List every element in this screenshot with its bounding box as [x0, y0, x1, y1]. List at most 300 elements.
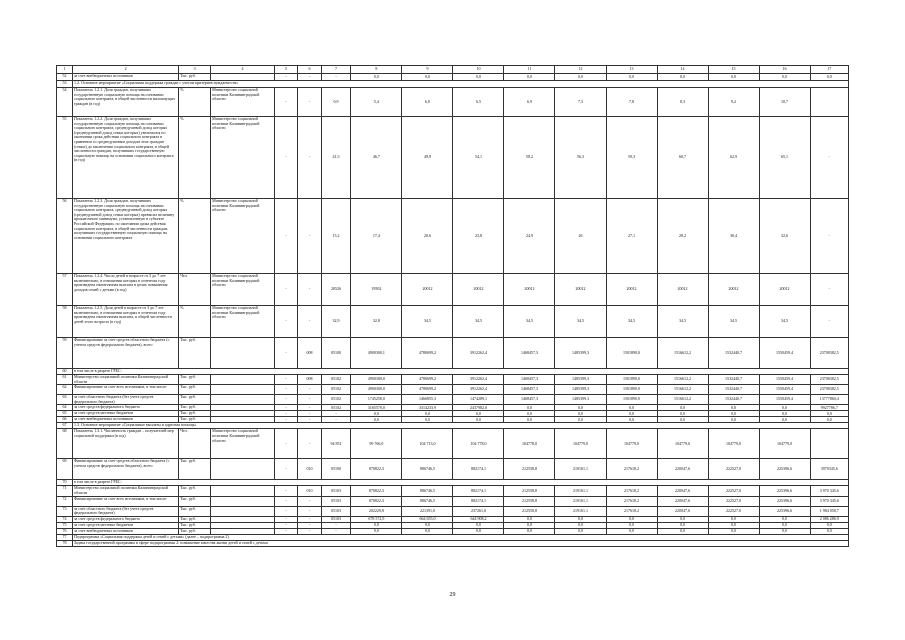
value-cell: 20012	[708, 274, 759, 306]
table-row	[57, 274, 849, 306]
code-cell: 05102	[321, 395, 351, 405]
value-cell: 1485399,3	[555, 338, 606, 369]
row-number: 72	[57, 496, 73, 506]
table-row	[57, 496, 849, 506]
value-cell: 212558,8	[504, 486, 555, 496]
value-cell: 1550459,4	[759, 395, 810, 405]
value-cell: 0,0	[657, 74, 708, 81]
value-cell: 0,0	[402, 417, 453, 423]
column-number: 1	[57, 66, 73, 74]
value-cell: 0,0	[555, 516, 606, 522]
value-cell: 2 086 286,9	[810, 516, 848, 522]
value-cell: 19502	[351, 274, 402, 306]
value-cell: 0,0	[810, 74, 848, 81]
value-cell: 1468457,3	[504, 385, 555, 395]
row-number: 62	[57, 385, 73, 395]
row-number: 57	[57, 274, 73, 306]
section-title: Задача государственной программы в сфере подпрограммы 2: повышение качества жизни детей и семей с детьми	[72, 540, 848, 546]
value-cell: 870822,3	[351, 496, 402, 506]
table-row	[57, 385, 849, 395]
column-number: 3	[179, 66, 211, 74]
indicator-name: за счет внебюджетных источников	[72, 417, 178, 423]
value-cell: 1550459,4	[759, 375, 810, 385]
responsible: Министерство социальной политики Калининградской области	[211, 88, 275, 117]
value-cell: 217618,2	[606, 459, 657, 480]
indicator-name: за счет средств местных бюджетов	[72, 522, 178, 528]
value-cell: 217618,2	[606, 506, 657, 516]
value-cell: 0,0	[351, 522, 402, 528]
row-number: 78	[57, 540, 73, 546]
column-number: 17	[810, 66, 848, 74]
row-number: 65	[57, 411, 73, 417]
responsible	[211, 506, 275, 516]
value-cell: 0,0	[555, 74, 606, 81]
value-cell: 219161,1	[555, 506, 606, 516]
value-cell: 217618,2	[606, 486, 657, 496]
value-cell: 17,4	[351, 199, 402, 274]
value-cell: 882174,1	[453, 496, 504, 506]
value-cell: 0,0	[402, 528, 453, 534]
table-row	[57, 459, 849, 480]
code-cell: 05103	[321, 486, 351, 496]
value-cell: 34,5	[708, 306, 759, 338]
value-cell: 1474289,1	[453, 395, 504, 405]
table-row	[57, 375, 849, 385]
code-cell: 05102	[321, 375, 351, 385]
value-cell: 104 778,0	[453, 429, 504, 459]
value-cell: 212558,8	[504, 506, 555, 516]
code-cell: -	[274, 117, 297, 199]
column-number: 2	[72, 66, 178, 74]
code-cell: -	[298, 74, 321, 81]
unit: %	[179, 199, 211, 274]
value-cell: 0,0	[606, 74, 657, 81]
unit: Чел.	[179, 429, 211, 459]
indicator-name: за счет областного бюджета (без учета средств федерального бюджета)	[72, 506, 178, 516]
value-cell: 0,0	[708, 516, 759, 522]
table-row	[57, 429, 849, 459]
value-cell: 225396,6	[759, 459, 810, 480]
program-indicators-table	[56, 65, 849, 547]
value-cell: 219161,1	[555, 496, 606, 506]
value-cell: 4780699,2	[402, 338, 453, 369]
value-cell: 664 655,0	[402, 516, 453, 522]
value-cell: 0,0	[453, 522, 504, 528]
unit: Тыс. руб.	[179, 486, 211, 496]
code-cell: -	[321, 522, 351, 528]
responsible	[211, 496, 275, 506]
value-cell: 34,5	[555, 306, 606, 338]
code-cell: -	[298, 411, 321, 417]
value-cell: 62,9	[708, 117, 759, 199]
code-cell: 008	[298, 375, 321, 385]
code-cell: -	[274, 417, 297, 423]
value-cell: 0,0	[504, 522, 555, 528]
indicator-name: за счет областного бюджета (без учета средств федерального бюджета)	[72, 395, 178, 405]
value-cell: 4780699,2	[402, 375, 453, 385]
value-cell: 4900300,0	[351, 385, 402, 395]
value-cell: 0,0	[708, 417, 759, 423]
value-cell: 0,0	[504, 405, 555, 411]
value-cell: 1485399,3	[555, 375, 606, 385]
value-cell: 0,0	[504, 411, 555, 417]
value-cell: 0,0	[759, 528, 810, 534]
row-number: 61	[57, 375, 73, 385]
value-cell: -	[810, 274, 848, 306]
value-cell: 32,8	[351, 306, 402, 338]
value-cell: 0,0	[810, 411, 848, 417]
code-cell: -	[321, 528, 351, 534]
value-cell: 0,0	[657, 411, 708, 417]
value-cell: 4900300,0	[351, 375, 402, 385]
value-cell: 0,0	[606, 522, 657, 528]
value-cell: 3970345,6	[810, 459, 848, 480]
indicator-name: Показатель 1.3.1. Численность граждан – получателей мер социальной поддержки (в год)	[72, 429, 178, 459]
code-cell: -	[274, 496, 297, 506]
value-cell: 3912262,4	[453, 375, 504, 385]
value-cell: 28,2	[657, 199, 708, 274]
section-title: 1.3. Основное мероприятие «Социальные выплаты и адресная помощь»	[72, 423, 848, 429]
section-title: в том числе в разрезе ГРБС:	[72, 369, 848, 375]
unit: Тыс. руб.	[179, 506, 211, 516]
unit: Тыс. руб.	[179, 74, 211, 81]
responsible	[211, 375, 275, 385]
value-cell: 0,0	[351, 74, 402, 81]
row-number: 70	[57, 480, 73, 486]
column-number: 5	[274, 66, 297, 74]
code-cell: 05103	[321, 506, 351, 516]
column-number: 15	[708, 66, 759, 74]
row-number: 53	[57, 81, 73, 88]
value-cell: 34,5	[504, 306, 555, 338]
table-row	[57, 199, 849, 274]
value-cell: 104779,0	[555, 429, 606, 459]
row-number: 55	[57, 117, 73, 199]
row-number: 74	[57, 516, 73, 522]
value-cell: 1516612,2	[657, 395, 708, 405]
value-cell: 0,0	[657, 522, 708, 528]
value-cell: 220047,6	[657, 496, 708, 506]
value-cell: 20,6	[402, 199, 453, 274]
code-cell: 20526	[321, 274, 351, 306]
responsible: Министерство социальной политики Калининградской области	[211, 306, 275, 338]
code-cell: 05100	[321, 338, 351, 369]
value-cell: 222527,0	[708, 486, 759, 496]
value-cell: 870822,3	[351, 459, 402, 480]
value-cell: 0,0	[453, 74, 504, 81]
value-cell: 20012	[504, 274, 555, 306]
code-cell: -	[298, 528, 321, 534]
value-cell: 1466855,3	[402, 395, 453, 405]
value-cell: 23,8	[453, 199, 504, 274]
code-cell: -	[298, 88, 321, 117]
value-cell: 217618,2	[606, 496, 657, 506]
indicator-name: Показатель 1.2.3. Доля граждан, получивших государственную социальную помощь на основании социального контракта, среднедушевой доход которых (среднедушевой доход семьи которых) превысил величину прожиточного минимума, установленную в субъекте Российской Федерации, по окончании срока действия социального контракта, в общей численности граждан, получивших государственную социальную помощь на основании социального контракта	[72, 199, 178, 274]
value-cell: 0,0	[708, 528, 759, 534]
value-cell: 104778,0	[504, 429, 555, 459]
value-cell: 1501890,0	[606, 385, 657, 395]
value-cell: 23708382,5	[810, 385, 848, 395]
code-cell: -	[274, 274, 297, 306]
section-title: в том числе в разрезе ГРБС:	[72, 480, 848, 486]
responsible: Министерство социальной политики Калининградской области	[211, 199, 275, 274]
value-cell: 46,7	[351, 117, 402, 199]
indicator-name: Показатель 1.2.4. Число детей в возрасте от 3 до 7 лет включительно, в отношении которых в отчетном году произведена ежемесячная выплата в целях повышения доходов семей с детьми (в год)	[72, 274, 178, 306]
value-cell: -	[810, 199, 848, 274]
value-cell: 0,0	[402, 74, 453, 81]
value-cell: 13777860,4	[810, 395, 848, 405]
value-cell: 6,9	[504, 88, 555, 117]
value-cell: 1501890,0	[606, 395, 657, 405]
unit: Тыс. руб.	[179, 528, 211, 534]
value-cell: 219161,1	[555, 459, 606, 480]
value-cell: 20012	[555, 274, 606, 306]
value-cell: 99 766,0	[351, 429, 402, 459]
value-cell: 0,0	[708, 405, 759, 411]
unit: Тыс. руб.	[179, 522, 211, 528]
value-cell: 49,9	[402, 117, 453, 199]
value-cell: 0,0	[606, 528, 657, 534]
value-cell: 0,0	[402, 411, 453, 417]
column-number: 14	[657, 66, 708, 74]
responsible	[211, 338, 275, 369]
code-cell: 0,9	[321, 88, 351, 117]
value-cell: 20012	[402, 274, 453, 306]
row-number: 69	[57, 459, 73, 480]
value-cell: 0,0	[555, 522, 606, 528]
value-cell: 59,3	[606, 117, 657, 199]
value-cell: 104779,0	[606, 429, 657, 459]
responsible: Министерство социальной политики Калининградской области	[211, 429, 275, 459]
code-cell: 15,2	[321, 199, 351, 274]
value-cell: 34,5	[759, 306, 810, 338]
unit: Тыс. руб.	[179, 459, 211, 480]
value-cell: 1550459,4	[759, 338, 810, 369]
code-cell: -	[298, 385, 321, 395]
indicator-name: Показатель 1.2.2. Доля граждан, получивших государственную социальную помощь на основании социального контракта, среднедушевой доход которых (среднедушевой доход семьи которых) увеличился по окончании срока действия социального контракта в сравнении со среднедушевым доходом этих граждан (семьи) до заключения социального контракта, в общей численности граждан, получивших государственную социальную помощь на основании социального контракта (в год)	[72, 117, 178, 199]
row-number: 73	[57, 506, 73, 516]
indicator-name: за счет внебюджетных источников	[72, 74, 178, 81]
value-cell: 0,0	[453, 528, 504, 534]
value-cell: 20012	[759, 274, 810, 306]
value-cell: 8,3	[657, 88, 708, 117]
value-cell: 0,0	[708, 411, 759, 417]
value-cell: 4780699,2	[402, 385, 453, 395]
value-cell: 7,3	[555, 88, 606, 117]
indicator-name: за счет средств федерального бюджета	[72, 516, 178, 522]
value-cell: 0,0	[351, 411, 402, 417]
responsible	[211, 74, 275, 81]
value-cell: 212558,8	[504, 496, 555, 506]
value-cell: 0,0	[555, 417, 606, 423]
code-cell: -	[274, 429, 297, 459]
row-number: 60	[57, 369, 73, 375]
value-cell: 0,0	[810, 417, 848, 423]
value-cell: 219161,1	[555, 486, 606, 496]
code-cell: 010	[298, 486, 321, 496]
value-cell: 54,1	[453, 117, 504, 199]
code-cell: -	[274, 199, 297, 274]
indicator-name: Показатель 1.2.1. Доля граждан, получивших государственную социальную помощь на основании социального контракта, в общей численности малоимущих граждан (в год)	[72, 88, 178, 117]
value-cell: 1550459,4	[759, 385, 810, 395]
value-cell: 0,0	[759, 74, 810, 81]
indicator-name: Финансирование за счет средств областного бюджета (с учетом средств федерального бюджета), всего	[72, 338, 178, 369]
value-cell: 0,0	[402, 522, 453, 528]
unit: Чел.	[179, 274, 211, 306]
value-cell: 0,0	[504, 417, 555, 423]
section-title: 1.2. Основное мероприятие «Социальная поддержка граждан с учетом критериев нуждаемости»	[72, 81, 848, 88]
value-cell: 30,4	[708, 199, 759, 274]
section-title: Подпрограмма «Социальная поддержка детей и семей с детьми» (далее – подпрограмма 2)	[72, 534, 848, 540]
value-cell: 1501890,0	[606, 375, 657, 385]
code-cell: -	[321, 74, 351, 81]
value-cell: 220047,6	[657, 459, 708, 480]
value-cell: 1485399,3	[555, 395, 606, 405]
code-cell: 05103	[321, 516, 351, 522]
row-number: 58	[57, 306, 73, 338]
value-cell: 3912262,4	[453, 385, 504, 395]
code-cell: -	[274, 528, 297, 534]
code-cell: 010	[298, 459, 321, 480]
row-number: 67	[57, 423, 73, 429]
value-cell: 104779,0	[759, 429, 810, 459]
value-cell: 20012	[657, 274, 708, 306]
value-cell: 9,2	[708, 88, 759, 117]
unit: %	[179, 306, 211, 338]
value-cell: 3165570,0	[351, 405, 402, 411]
value-cell: 3 970 345,6	[810, 486, 848, 496]
value-cell: 0,0	[504, 516, 555, 522]
value-cell: 60,7	[657, 117, 708, 199]
row-number: 66	[57, 417, 73, 423]
value-cell: 222527,0	[708, 496, 759, 506]
value-cell: 32,6	[759, 199, 810, 274]
table-row	[57, 306, 849, 338]
value-cell: 1745258,0	[351, 395, 402, 405]
value-cell: 220047,6	[657, 506, 708, 516]
table-row	[57, 506, 849, 516]
value-cell: 3314233,9	[402, 405, 453, 411]
code-cell: -	[274, 88, 297, 117]
code-cell: -	[298, 516, 321, 522]
value-cell: 56,3	[555, 117, 606, 199]
code-cell: 05102	[321, 405, 351, 411]
value-cell: 0,0	[555, 411, 606, 417]
value-cell: 1468457,3	[504, 338, 555, 369]
code-cell: -	[274, 405, 297, 411]
value-cell: 222527,0	[708, 459, 759, 480]
value-cell: 1468457,3	[504, 395, 555, 405]
value-cell: -	[810, 117, 848, 199]
value-cell: 0,0	[555, 405, 606, 411]
value-cell: 1501890,0	[606, 338, 657, 369]
value-cell: 0,0	[504, 528, 555, 534]
code-cell: -	[298, 417, 321, 423]
value-cell: 0,0	[708, 74, 759, 81]
row-number: 76	[57, 528, 73, 534]
value-cell: 34,5	[606, 306, 657, 338]
table-row	[57, 88, 849, 117]
value-cell: 1532440,7	[708, 385, 759, 395]
code-cell: 94 851	[321, 429, 351, 459]
code-cell: -	[298, 395, 321, 405]
value-cell: 220047,6	[657, 486, 708, 496]
unit: %	[179, 117, 211, 199]
value-cell: 1468457,3	[504, 375, 555, 385]
code-cell: -	[298, 199, 321, 274]
value-cell: 104 713,0	[402, 429, 453, 459]
value-cell: 237261,0	[453, 506, 504, 516]
code-cell: -	[298, 496, 321, 506]
responsible	[211, 459, 275, 480]
unit: Тыс. руб.	[179, 496, 211, 506]
unit: Тыс. руб.	[179, 385, 211, 395]
code-cell: -	[274, 338, 297, 369]
value-cell: 23708382,5	[810, 375, 848, 385]
column-number: 11	[504, 66, 555, 74]
column-number: 12	[555, 66, 606, 74]
code-cell: 05100	[321, 459, 351, 480]
unit: Тыс. руб.	[179, 338, 211, 369]
code-cell: -	[274, 506, 297, 516]
code-cell: -	[321, 411, 351, 417]
value-cell: 5,4	[351, 88, 402, 117]
value-cell	[810, 429, 848, 459]
code-cell: -	[274, 306, 297, 338]
responsible	[211, 486, 275, 496]
value-cell: 65,1	[759, 117, 810, 199]
code-cell: -	[274, 375, 297, 385]
row-number: 77	[57, 534, 73, 540]
unit: Тыс. руб.	[179, 411, 211, 417]
value-cell: 0,0	[606, 516, 657, 522]
value-cell: 24,9	[504, 199, 555, 274]
code-cell: -	[274, 385, 297, 395]
value-cell: 222527,0	[708, 506, 759, 516]
value-cell: 104779,0	[708, 429, 759, 459]
table-row	[57, 81, 849, 88]
value-cell: 0,0	[810, 522, 848, 528]
code-cell: 05103	[321, 496, 351, 506]
code-cell: -	[298, 117, 321, 199]
value-cell: 0,0	[504, 74, 555, 81]
indicator-name: Показатель 1.2.5. Доля детей в возрасте от 3 до 7 лет включительно, в отношении которых в отчетном году произведена ежемесячная выплата, в общей численности детей этого возраста (в год)	[72, 306, 178, 338]
value-cell: 20012	[606, 274, 657, 306]
unit: Тыс. руб.	[179, 375, 211, 385]
indicator-name: Финансирование за счет средств областного бюджета (с учетом средств федерального бюджета), всего	[72, 459, 178, 480]
code-cell: -	[321, 417, 351, 423]
code-cell: -	[274, 411, 297, 417]
page-number: 29	[449, 592, 456, 598]
code-cell: 41,5	[321, 117, 351, 199]
unit: Тыс. руб.	[179, 516, 211, 522]
value-cell: 1516612,2	[657, 385, 708, 395]
value-cell: 27,1	[606, 199, 657, 274]
column-number: 16	[759, 66, 810, 74]
value-cell: 0,0	[759, 516, 810, 522]
value-cell: 882174,1	[453, 486, 504, 496]
value-cell: 2437982,0	[453, 405, 504, 411]
value-cell: 7,8	[606, 88, 657, 117]
column-number-row	[57, 66, 849, 74]
value-cell: 34,5	[657, 306, 708, 338]
code-cell: -	[298, 429, 321, 459]
indicator-name: Министерство социальной политики Калининградской области	[72, 375, 178, 385]
row-number: 52	[57, 74, 73, 81]
value-cell: 1485399,3	[555, 385, 606, 395]
column-number: 13	[606, 66, 657, 74]
value-cell: 9927786,7	[810, 405, 848, 411]
